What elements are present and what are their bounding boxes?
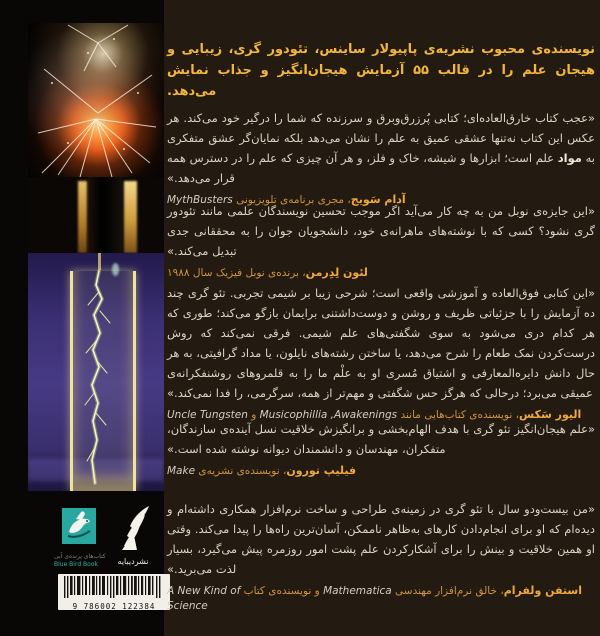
electric-discharge-photo xyxy=(28,253,164,491)
dove-icon xyxy=(62,508,96,546)
quote-segment: «عجب کتاب خارق‌العاده‌ای؛ کتابی پُرزرق‌وبرق و سرزنده که شما را درگیر خود می‌کند. هر عکس این کتاب نه‌تنها عشقی عمیق به علم را نشان می‌دهد بلکه نمایان‌گر عشق متفکری به xyxy=(167,111,595,165)
reviewer-role: ، نویسنده‌ی نشریه‌ی xyxy=(195,465,287,477)
quote-bold-word: مواد xyxy=(557,151,582,165)
barcode xyxy=(58,574,170,610)
reviewer-name: لئون لِدِرمن xyxy=(305,266,368,279)
reviewer-role: ، مجری برنامه‌ی تلویزیونی xyxy=(232,194,351,206)
back-cover-text xyxy=(167,0,595,636)
photo-strip xyxy=(0,0,164,636)
work-title: Make xyxy=(167,465,196,477)
tagline: نویسنده‌ی محبوب نشریه‌ی پاپیولار ساینس، تئودور گری، زیبایی و هیجان علم را در قالب ۵۵ آزمایش هیجان‌انگیز و جذاب نمایش می‌دهد. xyxy=(167,42,595,99)
work-title: Mathematica xyxy=(323,585,392,597)
gold-glow-left xyxy=(78,181,87,253)
bluebird-caption-en: Blue Bird Book xyxy=(54,561,98,568)
barcode-bars-icon xyxy=(62,576,166,598)
quote-text: «این کتابی فوق‌العاده و آموزشی واقعی است؛ شرحی زیبا بر شیمی تجربی. تئو گری چند ده آزمایش را با جزئیاتی ظریف و روشن و دوست‌داشتنی برایمان بازگو می‌کند؛ طوری که هر کدام دری می‌شود به سوی شگفتی‌های علم شیمی. فرقی نمی‌کند که روش درست‌کردن نمک طعام را شرح می‌دهد، یا ساختن رشته‌های نایلون، یا مداد گرافیتی، به هر حال دانش دایره‌المعارفی و اشتیاق مُسری او به علْم ما را به قلمروهای روشنفکرانه‌ی عمیقی می‌برد؛ درحالی که هرگز حس شگفتی و مهم‌تر از همه، سرگرمی، را فدا نمی‌کند.» xyxy=(167,286,595,400)
work-title: A New Kind of Science xyxy=(167,585,241,612)
work-title: MythBusters xyxy=(167,194,233,206)
quote-leon-lederman xyxy=(167,201,595,281)
quote-text: «من بیست‌ودو سال با تئو گری در زمینه‌ی طراحی و ساخت نرم‌افزار همکاری داشته‌ام و دیده‌ام که او برای انجام‌دادن کارهای به‌ظاهر ناممکن، آسان‌ترین راه‌ها را پیدا می‌کند. وقتی او همین خلاقیت و بینش را برای آشکارکردن علم پشت امور روزمره پیش می‌گیرد، بسیار لذت می‌برید.» xyxy=(167,502,595,576)
reviewer-role: ، خالق نرم‌افزار مهندسی xyxy=(391,585,504,597)
publisher-name: نشردیبایه xyxy=(117,557,149,566)
quote-text: «این جایزه‌ی نوبل من به چه کار می‌آید اگر موجب تحسین نویسندگان علمی مانند تئودور گری نشود؟ کسی که با نوشته‌های ماهرانه‌ی خود، دانشجویان جوان را به محققانی جدی تبدیل می‌کند.» xyxy=(167,204,595,258)
reviewer-role: و xyxy=(247,409,260,421)
fireworks-sparks-icon xyxy=(28,23,164,177)
bluebird-caption-fa: کتاب‌های پرنده‌ی آبی xyxy=(54,553,106,560)
quote-attribution xyxy=(167,463,595,479)
quote-stephen-wolfram xyxy=(167,499,595,614)
quote-segment: علم است؛ ابزارها و شیشه، خاک و فلز، و هر آن چیزی که علم را در دسترس همه قرار می‌دهد.» xyxy=(167,151,558,185)
quote-attribution xyxy=(167,583,595,614)
bottle-silhouette xyxy=(88,177,122,253)
reviewer-role: ، نویسنده‌ی کتاب‌هایی مانند xyxy=(397,409,520,421)
reviewer-name: الیور سَکس xyxy=(519,408,582,421)
quote-text xyxy=(167,108,595,188)
publisher-logo xyxy=(110,505,156,566)
reviewer-role: ، برنده‌ی نوبل فیزیک سال ۱۹۸۸ xyxy=(167,267,306,279)
isbn-number: 9 786002 122384 xyxy=(72,602,156,611)
work-title: Musicophillia ,Awakenings xyxy=(259,409,398,421)
work-title: Uncle Tungsten xyxy=(167,409,248,421)
quote-attribution xyxy=(167,265,595,281)
lightning-icon xyxy=(28,253,164,491)
reviewer-name: استفن ولفرام xyxy=(503,584,583,597)
reviewer-name: آدام سَویج xyxy=(350,193,406,206)
bluebird-logo xyxy=(54,508,106,568)
reviewer-role: و نویسنده‌ی کتاب xyxy=(240,585,324,597)
bottle-glow-photo xyxy=(28,177,164,253)
gold-glow-right xyxy=(124,181,137,253)
fireworks-photo xyxy=(28,23,164,177)
quote-adam-savage xyxy=(167,108,595,208)
wing-icon xyxy=(113,505,153,551)
quote-text: «علم هیجان‌انگیز تئو گری با هدف الهام‌بخشی و برانگیزش خلاقیت نسل آینده‌ی سازندگان، متفکران، مهندسان و دانشمندان دیوانه نوشته شده است.» xyxy=(167,422,595,456)
reviewer-name: فیلیپ تورون xyxy=(286,464,357,477)
quote-oliver-sacks xyxy=(167,283,595,423)
quote-phillip-torrone xyxy=(167,419,595,479)
